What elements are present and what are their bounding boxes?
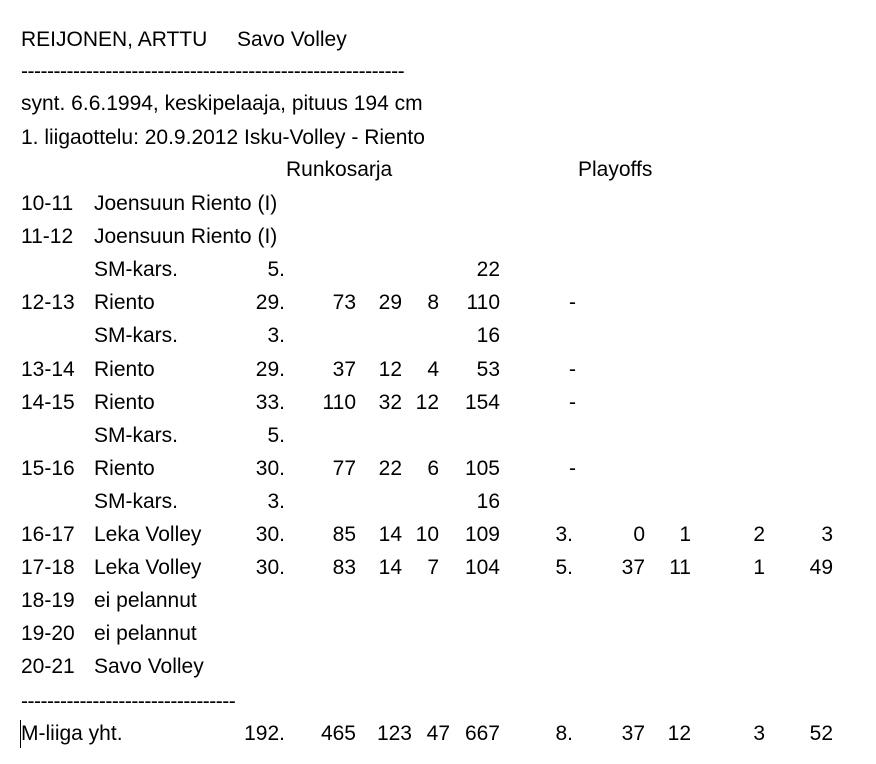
table-row [0, 621, 876, 647]
team-cell: ei pelannut [94, 622, 197, 645]
total-po-c: 3 [753, 722, 765, 745]
po-games-cell: - [569, 391, 576, 414]
rs-c-cell: 7 [427, 556, 439, 579]
total-rs-b: 123 [376, 722, 412, 745]
po-c-cell: 1 [753, 556, 765, 579]
po-a-cell: 37 [621, 556, 645, 579]
po-games-cell: - [569, 291, 576, 314]
rs-a-cell: 85 [332, 523, 356, 546]
season-cell: 16-17 [21, 523, 75, 546]
player-name: REIJONEN, ARTTU [21, 28, 208, 51]
po-c-cell: 2 [753, 523, 765, 546]
table-row [0, 456, 876, 482]
table-row [0, 522, 876, 548]
rs-b-cell: 14 [378, 523, 402, 546]
po-games-cell: 3. [555, 523, 573, 546]
rs-games-cell: 30. [255, 523, 285, 546]
debut-info: 1. liigaottelu: 20.9.2012 Isku-Volley - Riento [21, 126, 425, 149]
rs-b-cell: 12 [378, 358, 402, 381]
rs-points-cell: 104 [464, 556, 500, 579]
season-cell: 15-16 [21, 457, 75, 480]
player-club: Savo Volley [237, 28, 347, 51]
total-po-points: 52 [809, 722, 833, 745]
table-row [0, 224, 876, 250]
season-cell: 20-21 [21, 655, 75, 678]
po-points-cell: 49 [809, 556, 833, 579]
footer-separator: --------------------------------- [21, 690, 236, 713]
team-cell: Joensuun Riento (I) [94, 225, 278, 248]
po-b-cell: 11 [669, 556, 691, 579]
season-cell: 14-15 [21, 391, 75, 414]
rs-games-cell: 30. [255, 457, 285, 480]
rs-points-cell: 22 [476, 258, 500, 281]
regular-season-header: Runkosarja [286, 158, 393, 181]
rs-b-cell: 22 [378, 457, 402, 480]
total-rs-a: 465 [320, 722, 356, 745]
rs-points-cell: 105 [464, 457, 500, 480]
total-rs-c: 47 [426, 722, 450, 745]
rs-b-cell: 29 [378, 291, 402, 314]
team-cell: Savo Volley [94, 655, 204, 678]
table-row [0, 654, 876, 680]
total-po-a: 37 [621, 722, 645, 745]
birth-info: synt. 6.6.1994, keskipelaaja, pituus 194 cm [21, 92, 423, 115]
rs-games-cell: 3. [267, 490, 285, 513]
rs-c-cell: 6 [427, 457, 439, 480]
rs-games-cell: 30. [255, 556, 285, 579]
season-cell: 10-11 [21, 192, 74, 215]
rs-games-cell: 3. [267, 324, 285, 347]
text-cursor [20, 720, 21, 748]
rs-games-cell: 29. [255, 358, 285, 381]
rs-a-cell: 110 [322, 391, 356, 414]
table-row [0, 555, 876, 581]
rs-b-cell: 32 [378, 391, 402, 414]
rs-points-cell: 16 [476, 490, 500, 513]
rs-a-cell: 73 [332, 291, 356, 314]
po-games-cell: - [569, 457, 576, 480]
season-cell: 11-12 [21, 225, 74, 248]
table-row [0, 290, 876, 316]
rs-a-cell: 37 [332, 358, 356, 381]
rs-games-cell: 5. [267, 258, 285, 281]
team-cell: Leka Volley [94, 523, 202, 546]
playoffs-header: Playoffs [578, 158, 653, 181]
po-a-cell: 0 [633, 523, 645, 546]
team-cell: Riento [94, 391, 155, 414]
rs-games-cell: 33. [255, 391, 285, 414]
table-row [0, 323, 876, 349]
rs-games-cell: 5. [267, 424, 285, 447]
rs-c-cell: 12 [415, 391, 439, 414]
table-row [0, 191, 876, 217]
table-row [0, 588, 876, 614]
season-cell: 13-14 [21, 358, 75, 381]
table-row [0, 423, 876, 449]
rs-b-cell: 14 [378, 556, 402, 579]
team-cell: Riento [94, 291, 155, 314]
total-rs-points: 667 [464, 722, 500, 745]
rs-points-cell: 154 [464, 391, 500, 414]
season-cell: 17-18 [21, 556, 75, 579]
total-rs-games: 192. [244, 722, 285, 745]
rs-games-cell: 29. [255, 291, 285, 314]
po-games-cell: - [569, 358, 576, 381]
total-label: M-liiga yht. [21, 722, 123, 745]
table-row [0, 357, 876, 383]
team-cell: SM-kars. [94, 490, 178, 513]
rs-c-cell: 8 [427, 291, 439, 314]
team-cell: ei pelannut [94, 589, 197, 612]
table-row [0, 257, 876, 283]
season-cell: 12-13 [21, 291, 75, 314]
rs-a-cell: 83 [332, 556, 356, 579]
team-cell: Leka Volley [94, 556, 202, 579]
po-points-cell: 3 [821, 523, 833, 546]
rs-points-cell: 16 [476, 324, 500, 347]
team-cell: Joensuun Riento (I) [94, 192, 278, 215]
season-cell: 19-20 [21, 622, 75, 645]
team-cell: SM-kars. [94, 258, 178, 281]
rs-c-cell: 4 [427, 358, 439, 381]
total-po-b: 12 [667, 722, 691, 745]
team-cell: Riento [94, 457, 155, 480]
rs-points-cell: 53 [476, 358, 500, 381]
rs-points-cell: 109 [464, 523, 500, 546]
team-cell: SM-kars. [94, 424, 178, 447]
table-row [0, 390, 876, 416]
rs-a-cell: 77 [332, 457, 356, 480]
total-po-games: 8. [555, 722, 573, 745]
season-cell: 18-19 [21, 589, 75, 612]
total-row [0, 721, 876, 747]
team-cell: Riento [94, 358, 155, 381]
po-games-cell: 5. [555, 556, 573, 579]
rs-c-cell: 10 [415, 523, 439, 546]
po-b-cell: 1 [679, 523, 691, 546]
header-separator: ----------------------------------------------------------- [21, 60, 405, 83]
table-row [0, 489, 876, 515]
rs-points-cell: 110 [466, 291, 500, 314]
team-cell: SM-kars. [94, 324, 178, 347]
